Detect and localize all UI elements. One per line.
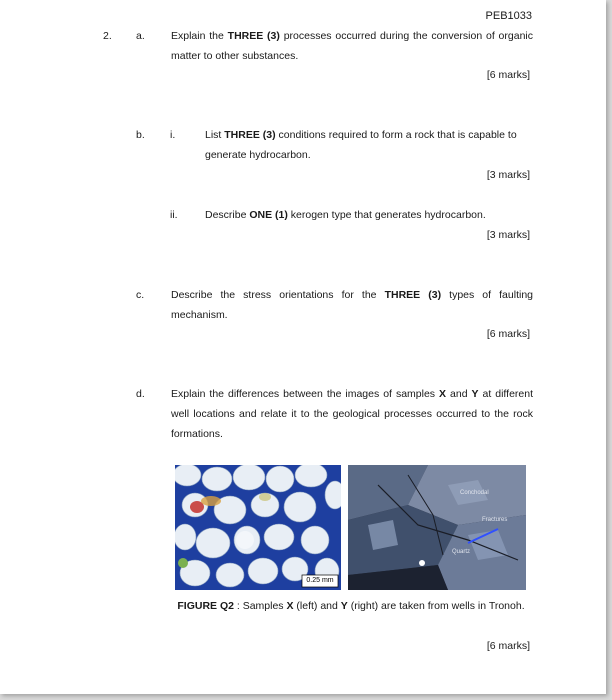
- course-code: PEB1033: [485, 10, 532, 22]
- label-conchodal: Conchodal: [460, 490, 489, 496]
- label-quartz: Quartz: [452, 549, 471, 555]
- part-d-text: Explain the differences between the images of samples X and Y at different well locations and relate it to the geological processes occurred to the rock formations.: [171, 388, 534, 440]
- part-b-ii-text: Describe ONE (1) kerogen type that generates hydrocarbon.: [205, 209, 486, 221]
- sample-y-image: [348, 465, 526, 590]
- question-number: 2.: [103, 30, 112, 42]
- label-fractures: Fractures: [482, 517, 508, 523]
- part-c-label: c.: [136, 289, 145, 301]
- part-d-marks: [6 marks]: [486, 640, 530, 652]
- part-c-text: Describe the stress orientations for the THREE (3) types of faulting mechanism.: [171, 289, 533, 321]
- part-b-ii-marks: [3 marks]: [486, 229, 530, 241]
- part-b-i-text: List THREE (3) conditions required to form a rock that is capable to generate hydrocarbon.: [205, 129, 517, 161]
- part-a-text: Explain the THREE (3) processes occurred during the conversion of organic matter to other substances.: [171, 30, 533, 62]
- part-b-ii-label: ii.: [170, 209, 178, 221]
- part-c-marks: [6 marks]: [486, 328, 530, 340]
- figure-caption: FIGURE Q2 : Samples X (left) and Y (right) are taken from wells in Tronoh.: [177, 600, 525, 612]
- part-b-i-label: i.: [170, 129, 176, 141]
- part-a-marks: [6 marks]: [486, 69, 530, 81]
- part-d-label: d.: [136, 388, 145, 400]
- part-b-label: b.: [136, 129, 145, 141]
- sample-x-image: [175, 465, 341, 590]
- scale-bar-label: 0.25 mm: [306, 577, 334, 584]
- part-a-label: a.: [136, 30, 145, 42]
- part-b-i-marks: [3 marks]: [486, 169, 530, 181]
